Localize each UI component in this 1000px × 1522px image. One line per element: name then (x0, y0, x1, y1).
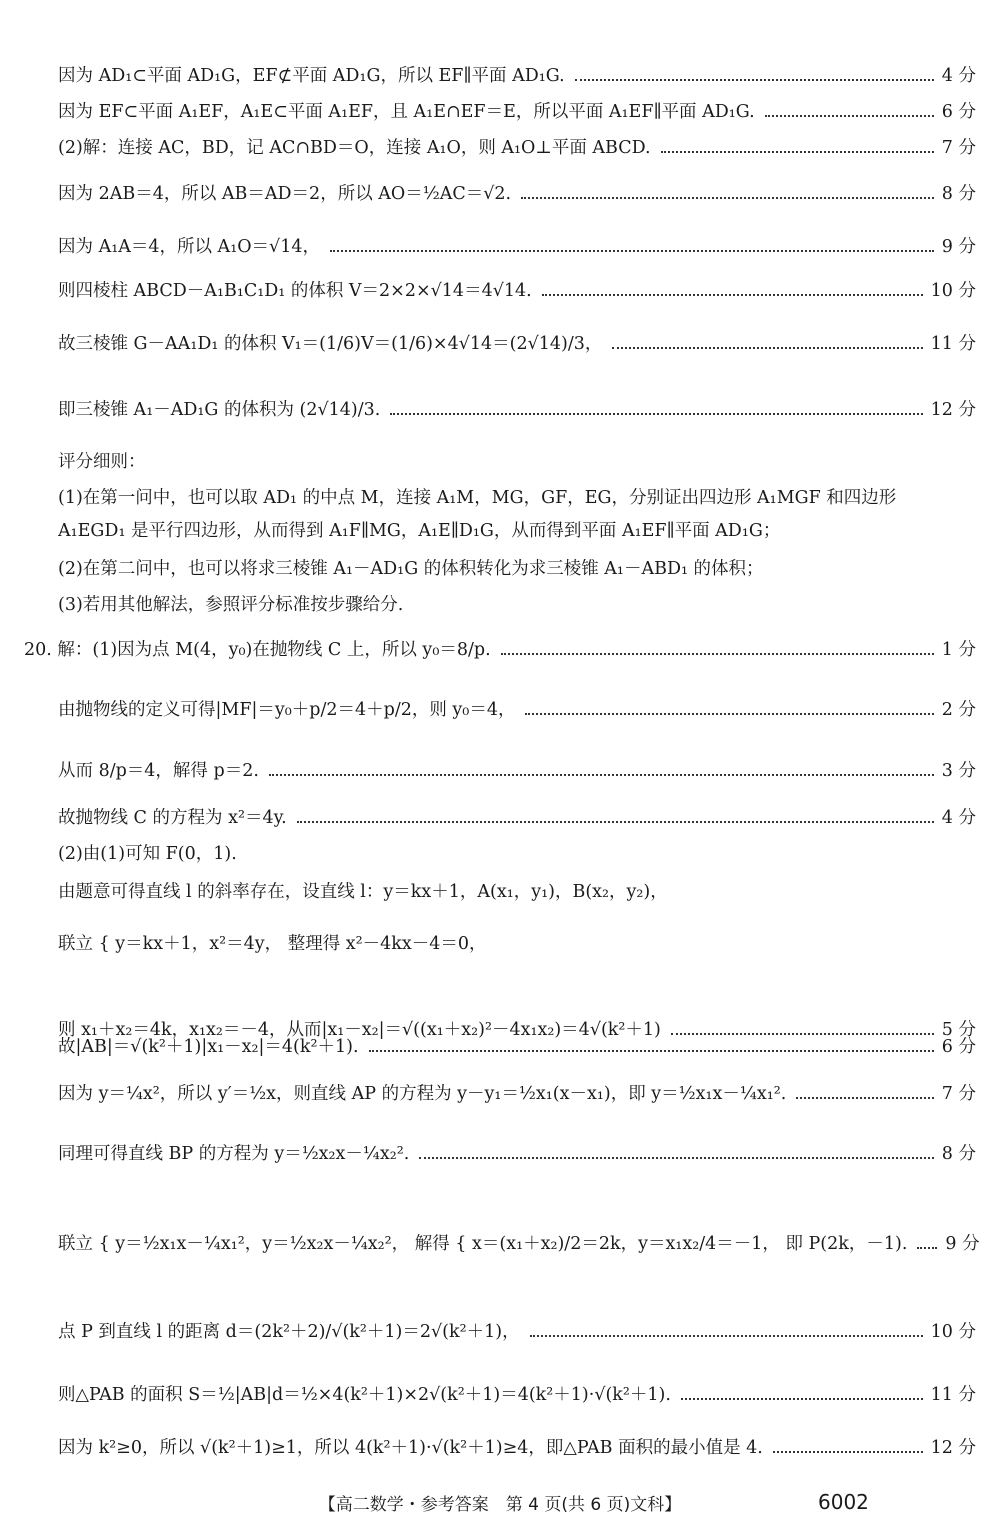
step-text: 即三棱锥 A₁－AD₁G 的体积为 (2√14)/3. (58, 400, 381, 420)
leader-dots (765, 115, 934, 117)
leader-dots (530, 1335, 923, 1337)
leader-dots (419, 1157, 933, 1159)
solution-line (58, 98, 976, 123)
score: 12 分 (930, 1438, 976, 1458)
rubric-item: (1)在第一问中，也可以取 AD₁ 的中点 M，连接 A₁M，MG，GF，EG，分别证出四边形 A₁MGF 和四边形 (58, 488, 897, 508)
rubric-item: (2)在第二问中，也可以将求三棱锥 A₁－AD₁G 的体积转化为求三棱锥 A₁－ABD₁ 的体积； (58, 559, 764, 579)
step-text: 故|AB|＝√(k²＋1)|x₁－x₂|＝4(k²＋1). (58, 1037, 359, 1057)
step-text: 同理可得直线 BP 的方程为 y＝½x₂x－¼x₂². (58, 1144, 410, 1164)
score: 9 分 (945, 1234, 980, 1254)
score: 7 分 (941, 1084, 976, 1104)
score: 8 分 (941, 184, 976, 204)
step-text: 点 P 到直线 l 的距离 d＝(2k²＋2)/√(k²＋1)＝2√(k²＋1)， (58, 1322, 520, 1342)
solution-text: 由题意可得直线 l 的斜率存在，设直线 l：y＝kx＋1，A(x₁，y₁)，B(x₂，y₂)， (58, 882, 668, 902)
leader-dots (612, 347, 922, 349)
solution-text: (2)由(1)可知 F(0，1). (58, 844, 237, 864)
step-text: 因为 A₁A＝4，所以 A₁O＝√14， (58, 237, 320, 257)
solution-line (58, 804, 976, 829)
solution-line (58, 180, 976, 205)
step-text: 由抛物线的定义可得|MF|＝y₀＋p/2＝4＋p/2，则 y₀＝4， (58, 700, 516, 720)
leader-dots (542, 294, 923, 296)
solution-line (58, 1230, 980, 1255)
leader-dots (390, 413, 922, 415)
score: 1 分 (941, 640, 976, 660)
score: 12 分 (930, 400, 976, 420)
score: 6 分 (941, 1037, 976, 1057)
solution-line (58, 1318, 976, 1343)
document-code: 6002 (818, 1490, 869, 1514)
step-text: 故三棱锥 G－AA₁D₁ 的体积 V₁＝(1/6)V＝(1/6)×4√14＝(2√14)/3， (58, 334, 603, 354)
solution-line (58, 62, 976, 87)
solution-line (58, 696, 976, 721)
solution-text: 联立 { y＝kx＋1，x²＝4y， 整理得 x²－4kx－4＝0， (58, 934, 487, 954)
solution-line (58, 330, 976, 355)
page-footer: 【高二数学・参考答案 第 4 页(共 6 页)文科】 (318, 1495, 682, 1515)
score: 6 分 (941, 102, 976, 122)
leader-dots (661, 151, 934, 153)
solution-line (58, 1140, 976, 1165)
step-text: 因为 EF⊂平面 A₁EF，A₁E⊂平面 A₁EF，且 A₁E∩EF＝E，所以平面 A₁EF∥平面 AD₁G. (58, 102, 755, 122)
solution-line (58, 1033, 976, 1058)
leader-dots (297, 821, 934, 823)
score: 9 分 (941, 237, 976, 257)
step-text: 则四棱柱 ABCD－A₁B₁C₁D₁ 的体积 V＝2×2×√14＝4√14. (58, 281, 532, 301)
step-text: 20. 解：(1)因为点 M(4，y₀)在抛物线 C 上，所以 y₀＝8/p. (24, 640, 491, 660)
score: 11 分 (930, 334, 976, 354)
step-text: 则△PAB 的面积 S＝½|AB|d＝½×4(k²＋1)×2√(k²＋1)＝4(k²＋1)·√(k²＋1). (58, 1385, 671, 1405)
score: 10 分 (930, 1322, 976, 1342)
score: 4 分 (941, 66, 976, 86)
leader-dots (369, 1050, 934, 1052)
solution-line (58, 1434, 976, 1459)
leader-dots (681, 1398, 923, 1400)
leader-dots (525, 713, 933, 715)
solution-line (58, 757, 976, 782)
rubric-item: (3)若用其他解法，参照评分标准按步骤给分. (58, 595, 404, 615)
solution-line (24, 636, 976, 661)
score: 2 分 (941, 700, 976, 720)
leader-dots (773, 1451, 923, 1453)
leader-dots (917, 1247, 937, 1249)
score: 8 分 (941, 1144, 976, 1164)
rubric-item: A₁EGD₁ 是平行四边形，从而得到 A₁F∥MG，A₁E∥D₁G，从而得到平面 A₁EF∥平面 AD₁G； (58, 521, 781, 541)
score: 3 分 (941, 761, 976, 781)
step-text: (2)解：连接 AC，BD，记 AC∩BD＝O，连接 A₁O，则 A₁O⊥平面 ABCD. (58, 138, 651, 158)
step-text: 因为 y＝¼x²，所以 y′＝½x，则直线 AP 的方程为 y－y₁＝½x₁(x－x₁)，即 y＝½x₁x－¼x₁². (58, 1084, 787, 1104)
leader-dots (796, 1097, 934, 1099)
step-text: 则 x₁＋x₂＝4k，x₁x₂＝－4，从而|x₁－x₂|＝√((x₁＋x₂)²－4x₁x₂)＝4√(k²＋1) (58, 1020, 661, 1040)
solution-line (58, 1381, 976, 1406)
step-text: 联立 { y＝½x₁x－¼x₁²，y＝½x₂x－¼x₂²， 解得 { x＝(x₁＋x₂)/2＝2k，y＝x₁x₂/4＝－1， 即 P(2k，－1). (58, 1234, 908, 1254)
solution-line (58, 1080, 976, 1105)
leader-dots (521, 197, 934, 199)
leader-dots (330, 250, 934, 252)
solution-line (58, 233, 976, 258)
rubric-title: 评分细则： (58, 452, 146, 472)
score: 10 分 (930, 281, 976, 301)
score: 11 分 (930, 1385, 976, 1405)
score: 7 分 (941, 138, 976, 158)
score: 4 分 (941, 808, 976, 828)
step-text: 因为 2AB＝4，所以 AB＝AD＝2，所以 AO＝½AC＝√2. (58, 184, 512, 204)
step-text: 因为 AD₁⊂平面 AD₁G，EF⊄平面 AD₁G，所以 EF∥平面 AD₁G. (58, 66, 565, 86)
solution-line (58, 396, 976, 421)
score: 5 分 (941, 1020, 976, 1040)
leader-dots (501, 653, 934, 655)
step-text: 因为 k²≥0，所以 √(k²＋1)≥1，所以 4(k²＋1)·√(k²＋1)≥4，即△PAB 面积的最小值是 4. (58, 1438, 763, 1458)
solution-line (58, 277, 976, 302)
step-text: 从而 8/p＝4，解得 p＝2. (58, 761, 259, 781)
leader-dots (269, 774, 934, 776)
leader-dots (575, 79, 934, 81)
solution-line (58, 134, 976, 159)
step-text: 故抛物线 C 的方程为 x²＝4y. (58, 808, 287, 828)
